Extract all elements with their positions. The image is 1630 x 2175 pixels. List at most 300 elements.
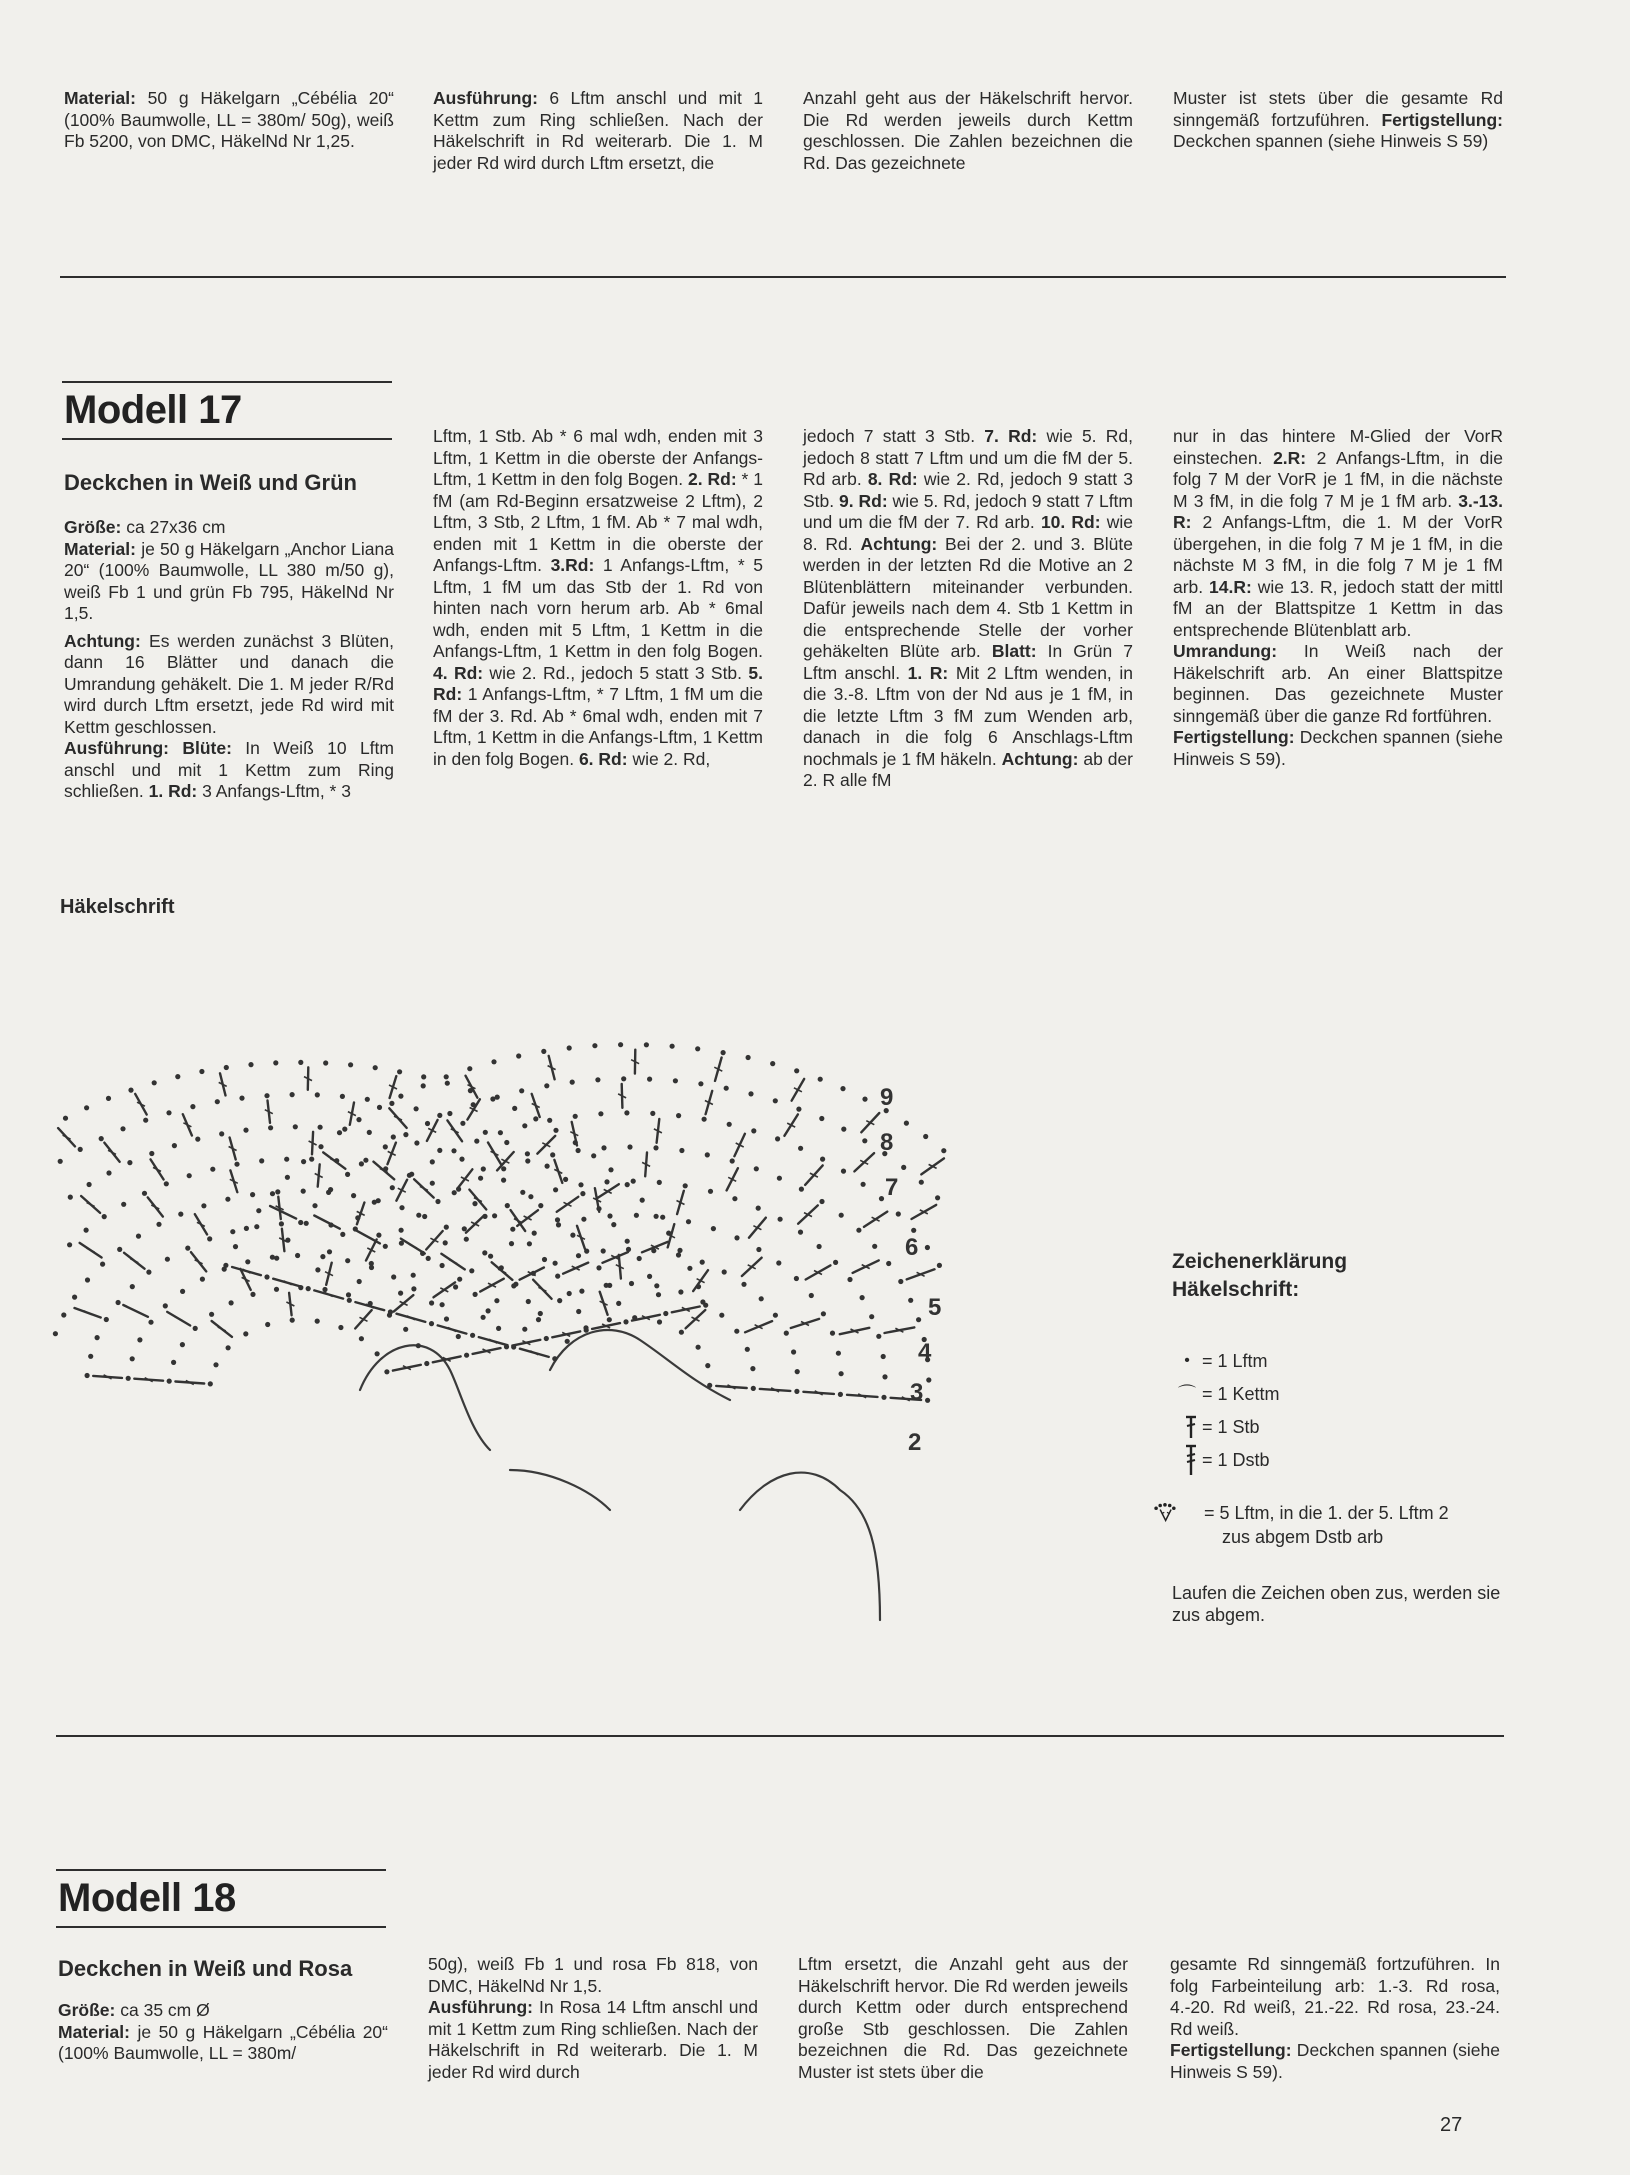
chain-dot [496, 1326, 501, 1331]
m17-col-1: Größe: ca 27x36 cm Material: je 50 g Häkelgarn „Anchor Liana 20“ (100% Baumwolle, LL 380 m/50 g), weiß Fb 1 und grün Fb 795, HäkelNd Nr 1,5. Achtung: Es werden zunächst 3 Blüten, dann 16 Blätter und danach die Umrandung gehäkelt. Die 1. M jeder R/Rd wird durch Lftm ersetzt, jede Rd wird mit Kettm geschlossen. Ausführung: Blüte: In Weiß 10 Lftm anschl und mit 1 Kettm zum Ring schließen. 1. Rd: 3 Anfangs-Lftm, * 3 [64, 517, 394, 801]
chain-dot [654, 1283, 659, 1288]
chain-dot [580, 1191, 585, 1196]
chain-dot [274, 1287, 279, 1292]
chain-dot [751, 1386, 756, 1391]
chain-dot [470, 1333, 475, 1338]
chain-dot [727, 1122, 732, 1127]
chain-dot [501, 1178, 506, 1183]
chain-dot [375, 1351, 380, 1356]
chain-dot [369, 1261, 374, 1266]
chain-dot [553, 1187, 558, 1192]
chain-dot [634, 1213, 639, 1218]
chain-dot [290, 1092, 295, 1097]
chain-dot [601, 1248, 606, 1253]
chain-dot [356, 1117, 361, 1122]
chain-dot [416, 1213, 421, 1218]
chain-dot [820, 1157, 825, 1162]
chain-dot [544, 1083, 549, 1088]
chain-dot [443, 1240, 448, 1245]
chain-dot [425, 1121, 430, 1126]
chain-dot [226, 1345, 231, 1350]
chain-dot [592, 1043, 597, 1048]
chain-dot [460, 1121, 465, 1126]
chain-dot [653, 1145, 658, 1150]
chain-dot [840, 1086, 845, 1091]
chain-dot [293, 1124, 298, 1129]
chain-dot [746, 1055, 751, 1060]
chain-dot [128, 1088, 133, 1093]
chain-dot [567, 1291, 572, 1296]
chain-dot [869, 1314, 874, 1319]
chain-dot [102, 1214, 107, 1219]
chain-dot [444, 1074, 449, 1079]
chain-dot [657, 1319, 662, 1324]
chain-dot [99, 1136, 104, 1141]
m18-title-rule-top [56, 1869, 386, 1871]
chain-dot [794, 1389, 799, 1394]
chain-dot [872, 1244, 877, 1249]
chain-dot [440, 1263, 445, 1268]
chain-dot [724, 1086, 729, 1091]
chain-dot [505, 1203, 510, 1208]
chain-dot [686, 1219, 691, 1224]
chain-dot [156, 1222, 161, 1227]
chain-dot [355, 1215, 360, 1220]
chain-dot [754, 1166, 759, 1171]
chain-dot [775, 1136, 780, 1141]
chain-dot [553, 1128, 558, 1133]
chain-dot [702, 1117, 707, 1122]
flower-outline-right [740, 1473, 880, 1620]
chain-dot [130, 1356, 135, 1361]
chain-dot [896, 1211, 901, 1216]
round-number-label: 3 [910, 1379, 924, 1406]
chain-dot [264, 1274, 269, 1279]
chain-dot [456, 1334, 461, 1339]
chain-dot [338, 1325, 343, 1330]
chain-dot [424, 1361, 429, 1366]
chain-dot [447, 1111, 452, 1116]
chain-dot [886, 1261, 891, 1266]
chain-dot [679, 1330, 684, 1335]
top-col-4: Muster ist stets über die gesamte Rd sinngemäß fortzuführen. Fertigstellung: Deckchen spannen (siehe Hinweis S 59) [1173, 88, 1503, 151]
chain-dot [751, 1128, 756, 1133]
chain-dot [705, 1152, 710, 1157]
chain-dot [579, 1289, 584, 1294]
chain-dot [678, 1289, 683, 1294]
chain-dot [881, 1395, 886, 1400]
chain-dot [555, 1274, 560, 1279]
chain-dot [861, 1182, 866, 1187]
chain-dot [409, 1172, 414, 1177]
chain-dot [836, 1351, 841, 1356]
chain-dot [670, 1044, 675, 1049]
chain-dot [862, 1138, 867, 1143]
chain-dot [208, 1381, 213, 1386]
chain-dot [625, 1239, 630, 1244]
chain-dot [384, 1369, 389, 1374]
chain-dot [142, 1191, 147, 1196]
chain-dot [312, 1203, 317, 1208]
chain-dot [250, 1292, 255, 1297]
chain-dot [677, 1248, 682, 1253]
chain-dot [254, 1224, 259, 1229]
chain-dot [345, 1258, 350, 1263]
chain-dot [756, 1206, 761, 1211]
chain-dot [519, 1088, 524, 1093]
chain-dot [550, 1152, 555, 1157]
chain-dot [734, 1235, 739, 1240]
chain-dot [794, 1068, 799, 1073]
chain-dot [426, 1256, 431, 1261]
chain-dot [452, 1190, 457, 1195]
chain-dot [117, 1247, 122, 1252]
chain-dot [190, 1104, 195, 1109]
chain-dot [320, 1254, 325, 1259]
chain-dot [618, 1042, 623, 1047]
chain-dot [527, 1241, 532, 1246]
chain-dot [923, 1134, 928, 1139]
chain-dot [437, 1148, 442, 1153]
chain-dot [748, 1091, 753, 1096]
chain-dot [95, 1335, 100, 1340]
chain-dot [347, 1298, 352, 1303]
chain-dot [570, 1080, 575, 1085]
chain-dot [373, 1065, 378, 1070]
chain-dot [679, 1148, 684, 1153]
chain-dot [270, 1191, 275, 1196]
chain-dot [264, 1093, 269, 1098]
chain-dot [611, 1222, 616, 1227]
chain-dot [511, 1283, 516, 1288]
chain-dot [676, 1252, 681, 1257]
chain-dot [616, 1301, 621, 1306]
chain-dot [773, 1313, 778, 1318]
round-number-label: 6 [905, 1234, 919, 1261]
chain-dot [538, 1203, 543, 1208]
chain-dot [856, 1228, 861, 1233]
chain-dot [796, 1107, 801, 1112]
chain-dot [839, 1371, 844, 1376]
chain-dot [351, 1193, 356, 1198]
chain-dot [104, 1317, 109, 1322]
leaf-outline [510, 1470, 610, 1510]
chain-dot [488, 1254, 493, 1259]
chain-dot [121, 1202, 126, 1207]
chain-dot [225, 1197, 230, 1202]
m17-col-2: Lftm, 1 Stb. Ab * 6 mal wdh, enden mit 3 Lftm, 1 Kettm in die oberste der Anfangs-Lftm, 1 Kettm in den folg Bogen. 2. Rd: * 1 fM (am Rd-Beginn ersatzweise 2 Lftm), 2 Lftm, 3 Stb, 2 Lftm, 1 fM. Ab * 7 mal wdh, enden mit 1 Kettm in die oberste der Anfangs-Lftm. 3.Rd: 1 Anfangs-Lftm, * 5 Lftm, 1 fM um das Stb der 1. Rd von hinten nach vorn herum arb. Ab * 6mal wdh, enden mit 5 Lftm, 1 Kettm in die Anfangs-Lftm, 1 Kettm in den folg Bogen. 4. Rd: wie 2. Rd., jedoch 5 statt 3 Stb. 5. Rd: 1 Anfangs-Lftm, * 7 Lftm, 1 fM um die fM der 3. Rd. Ab * 6mal wdh, enden mit 7 Lftm, 1 Kettm in die Anfangs-Lftm, 1 Kettm in den folg Bogen. 6. Rd: wie 2. Rd, [433, 426, 763, 769]
chain-dot [683, 1183, 688, 1188]
chart-stitches [53, 1042, 947, 1403]
legend-note: Laufen die Zeichen oben zus, werden sie zus abgem. [1172, 1583, 1501, 1625]
chain-dot [268, 1125, 273, 1130]
stitch-bar [175, 1317, 183, 1321]
chain-dot [838, 1392, 843, 1397]
chain-dot [357, 1279, 362, 1284]
chart-label: Häkelschrift [60, 896, 175, 918]
chain-dot [456, 1187, 461, 1192]
chain-dot [809, 1293, 814, 1298]
m17-col-4: nur in das hintere M-Glied der VorR einstechen. 2.R: 2 Anfangs-Lftm, in die folg 7 M der VorR je 1 fM, in die nächste M 3 fM, in die folg 7 M je 1 fM arb. 3.-13. R: 2 Anfangs-Lftm, die 1. M der VorR übergehen, in die folg 7 M je 1 fM, in die nächste M 3 fM, in die folg 7 M je 1 fM arb. 14.R: wie 13. R, jedoch statt der mittl fM an der Blattspitze 1 Kettm in das entsprechende Blütenblatt arb. Umrandung: In Weiß nach der Häkelschrift arb. An einer Blattspitze beginnen. Das gezeichnete Muster sinngemäß über die ganze Rd fortführen. Fertigstellung: Deckchen spannen (siehe Hinweis S 59). [1173, 426, 1503, 769]
legend-title-line-1: Zeichenerklärung [1172, 1250, 1348, 1273]
round-number-label: 9 [880, 1084, 894, 1111]
stitch-bar [323, 1220, 331, 1224]
chain-dot [483, 1130, 488, 1135]
chain-dot [451, 1148, 456, 1153]
chain-dot [626, 1247, 631, 1252]
chain-dot [180, 1289, 185, 1294]
chain-dot [570, 1233, 575, 1238]
chain-dot [78, 1147, 83, 1152]
chain-dot [625, 1182, 630, 1187]
chain-dot [337, 1130, 342, 1135]
chain-dot [53, 1331, 58, 1336]
flower-outline-mid [550, 1330, 730, 1400]
chain-dot [663, 1311, 668, 1316]
chain-dot [632, 1315, 637, 1320]
chain-dot [389, 1101, 394, 1106]
chain-dot [437, 1113, 442, 1118]
chain-dot [403, 1132, 408, 1137]
chain-dot [298, 1060, 303, 1065]
chain-dot [306, 1286, 311, 1291]
chain-dot [841, 1127, 846, 1132]
chain-dot [100, 1262, 105, 1267]
chain-dot [794, 1276, 799, 1281]
chain-dot [376, 1233, 381, 1238]
chain-dot [200, 1277, 205, 1282]
chain-dot [481, 1315, 486, 1320]
chain-dot [773, 1098, 778, 1103]
chain-dot [309, 1157, 314, 1162]
chain-dot [520, 1190, 525, 1195]
chain-dot [301, 1159, 306, 1164]
chain-dot [908, 1298, 913, 1303]
chain-dot [545, 1164, 550, 1169]
chain-dot [187, 1173, 192, 1178]
chain-dot [318, 1144, 323, 1149]
chain-dot [87, 1182, 92, 1187]
chain-dot [512, 1106, 517, 1111]
chain-dot [525, 1158, 530, 1163]
chain-dot [453, 1284, 458, 1289]
chain-dot [482, 1250, 487, 1255]
m17-subtitle: Deckchen in Weiß und Grün [64, 470, 357, 495]
chain-dot [700, 1260, 705, 1265]
chain-dot [481, 1166, 486, 1171]
chain-dot [229, 1300, 234, 1305]
chain-dot [698, 1081, 703, 1086]
chain-dot [578, 1182, 583, 1187]
m18-title: Modell 18 [58, 1876, 236, 1920]
chain-dot [399, 1228, 404, 1233]
chain-dot [841, 1169, 846, 1174]
chain-dot [165, 1257, 170, 1262]
chain-dot [346, 1292, 351, 1297]
chain-dot [504, 1140, 509, 1145]
chain-dot [209, 1312, 214, 1317]
chain-dot [595, 1077, 600, 1082]
chain-dot [510, 1227, 515, 1232]
chain-dot [195, 1137, 200, 1142]
chain-dot [213, 1362, 218, 1367]
chain-dot [604, 1283, 609, 1288]
chain-dot [398, 1094, 403, 1099]
chain-dot [901, 1165, 906, 1170]
legend-title-line-2: Häkelschrift: [1172, 1278, 1300, 1301]
chain-dot [495, 1095, 500, 1100]
stitch-bar [363, 1235, 371, 1239]
chain-dot [136, 1234, 141, 1239]
chain-dot [532, 1231, 537, 1236]
chain-dot [745, 1347, 750, 1352]
chain-dot [365, 1097, 370, 1102]
chain-dot [784, 1331, 789, 1336]
chain-dot [472, 1201, 477, 1206]
chain-dot [565, 1339, 570, 1344]
chain-dot [322, 1287, 327, 1292]
chain-dot [230, 1229, 235, 1234]
chain-dot [399, 1205, 404, 1210]
chain-dot [478, 1176, 483, 1181]
chain-dot [473, 1292, 478, 1297]
chain-dot [474, 1139, 479, 1144]
chain-dot [637, 1256, 642, 1261]
chain-dot [730, 1158, 735, 1163]
divider-top [60, 276, 1506, 278]
divider-middle [56, 1735, 1504, 1737]
chain-dot [270, 1255, 275, 1260]
chain-dot [304, 1221, 309, 1226]
chain-dot [185, 1246, 190, 1251]
chain-dot [491, 1059, 496, 1064]
chain-dot [607, 1317, 612, 1322]
chain-dot [421, 1074, 426, 1079]
chain-dot [526, 1299, 531, 1304]
chain-dot [673, 1078, 678, 1083]
chain-dot [860, 1295, 865, 1300]
chain-dot [498, 1130, 503, 1135]
chain-dot [193, 1326, 198, 1331]
chain-dot [377, 1105, 382, 1110]
chain-dot [106, 1170, 111, 1175]
chain-dot [146, 1270, 151, 1275]
chain-dot [492, 1213, 497, 1218]
chain-dot [707, 1383, 712, 1388]
chain-dot [223, 1263, 228, 1268]
chain-dot [525, 1151, 530, 1156]
chain-dot [469, 1268, 474, 1273]
chain-dot [367, 1130, 372, 1135]
chain-dot [711, 1226, 716, 1231]
chain-dot [830, 1331, 835, 1336]
chain-dot [882, 1374, 887, 1379]
round-number-label: 7 [885, 1174, 899, 1201]
chain-dot [199, 1069, 204, 1074]
chain-dot [359, 1161, 364, 1166]
chain-dot [315, 1319, 320, 1324]
chain-dot [285, 1175, 290, 1180]
chain-dot [207, 1236, 212, 1241]
chain-dot [85, 1277, 90, 1282]
chain-dot [750, 1366, 755, 1371]
chain-dot [798, 1230, 803, 1235]
chain-dot [130, 1284, 135, 1289]
chain-dot [149, 1151, 154, 1156]
chain-dot [127, 1160, 132, 1165]
chain-dot [770, 1061, 775, 1066]
flower-outline-left [360, 1345, 490, 1450]
chain-dot [624, 1110, 629, 1115]
chain-dot [348, 1062, 353, 1067]
chain-dot [482, 1214, 487, 1219]
chain-dot [511, 1344, 516, 1349]
m17-col-3: jedoch 7 statt 3 Stb. 7. Rd: wie 5. Rd, jedoch 8 statt 7 Lftm und um die fM der 5. Rd arb. 8. Rd: wie 2. Rd, jedoch 9 statt 3 Stb. 9. Rd: wie 5. Rd, jedoch 9 statt 7 Lftm und um die fM der 7. Rd arb. 10. Rd: wie 8. Rd. Achtung: Bei der 2. und 3. Blüte werden in der letzten Rd die Motive an 2 Blütenblättern miteinander verbunden. Dafür jeweils nach dem 4. Stb 1 Kettm in die entsprechende Stelle der vorher gehäkelten Blüte arb. Blatt: In Grün 7 Lftm anschl. 1. R: Mit 2 Lftm wenden, in die 3.-8. Lftm von der Nd aus je 1 fM, in die letzte Lftm 3 fM zum Wenden arb, danach in die folg 6 Anschlags-Lftm nochmals je 1 fM häkeln. Achtung: ab der 2. R alle fM [803, 426, 1134, 790]
cluster-icon [1152, 1498, 1182, 1528]
chain-dot [941, 1148, 946, 1153]
chain-dot [471, 1102, 476, 1107]
chain-dot [295, 1253, 300, 1258]
chain-dot [459, 1157, 464, 1162]
chain-dot [298, 1220, 303, 1225]
chain-dot [819, 1199, 824, 1204]
chain-dot [464, 1353, 469, 1358]
chain-dot [416, 1343, 421, 1348]
chain-dot [234, 1162, 239, 1167]
chain-dot [919, 1180, 924, 1185]
chain-dot [390, 1185, 395, 1190]
chain-dot [604, 1179, 609, 1184]
chain-dot [596, 1265, 601, 1270]
chain-dot [444, 1225, 449, 1230]
chain-dot [301, 1189, 306, 1194]
chain-dot [397, 1069, 402, 1074]
chain-dot [137, 1337, 142, 1342]
chain-dot [818, 1077, 823, 1082]
round-number-label: 4 [918, 1339, 932, 1366]
chain-dot [68, 1195, 73, 1200]
chain-dot [210, 1167, 215, 1172]
chain-dot [323, 1060, 328, 1065]
m18-col-3: Lftm ersetzt, die Anzahl geht aus der Häkelschrift hervor. Die Rd werden jeweils durch Kettm oder durch entsprechend große Stb geschlossen. Die Zahlen bezeichnen die Rd. Das gezeichnete Muster ist stets über die [798, 1954, 1128, 2082]
chain-dot [273, 1060, 278, 1065]
chain-dot [660, 1215, 665, 1220]
chain-dot [363, 1158, 368, 1163]
chain-dot [430, 1159, 435, 1164]
chain-dot [63, 1116, 68, 1121]
chain-dot [732, 1196, 737, 1201]
top-col-2: Ausführung: 6 Lftm anschl und mit 1 Kettm zum Ring schließen. Nach der Häkelschrift in Rd weiterarb. Die 1. M jeder Rd wird durch Lftm ersetzt, die [433, 88, 763, 173]
chain-dot [528, 1194, 533, 1199]
page-number: 27 [1440, 2114, 1463, 2136]
chain-dot [340, 1094, 345, 1099]
chain-dot [795, 1369, 800, 1374]
chain-dot [916, 1317, 921, 1322]
chain-dot [219, 1131, 224, 1136]
chain-dot [243, 1128, 248, 1133]
chain-dot [654, 1214, 659, 1219]
chain-dot [84, 1105, 89, 1110]
top-col-1: Material: 50 g Häkelgarn „Cébélia 20“ (100% Baumwolle, LL = 380m/ 50g), weiß Fb 5200, von DMC, HäkelNd Nr 1,25. [64, 88, 394, 151]
chain-dot [705, 1363, 710, 1368]
chain-dot [734, 1329, 739, 1334]
chain-dot [650, 1111, 655, 1116]
chain-dot [430, 1181, 435, 1186]
chain-dot [148, 1320, 153, 1325]
chain-dot [647, 1274, 652, 1279]
chain-dot [457, 1277, 462, 1282]
chain-dot [328, 1187, 333, 1192]
